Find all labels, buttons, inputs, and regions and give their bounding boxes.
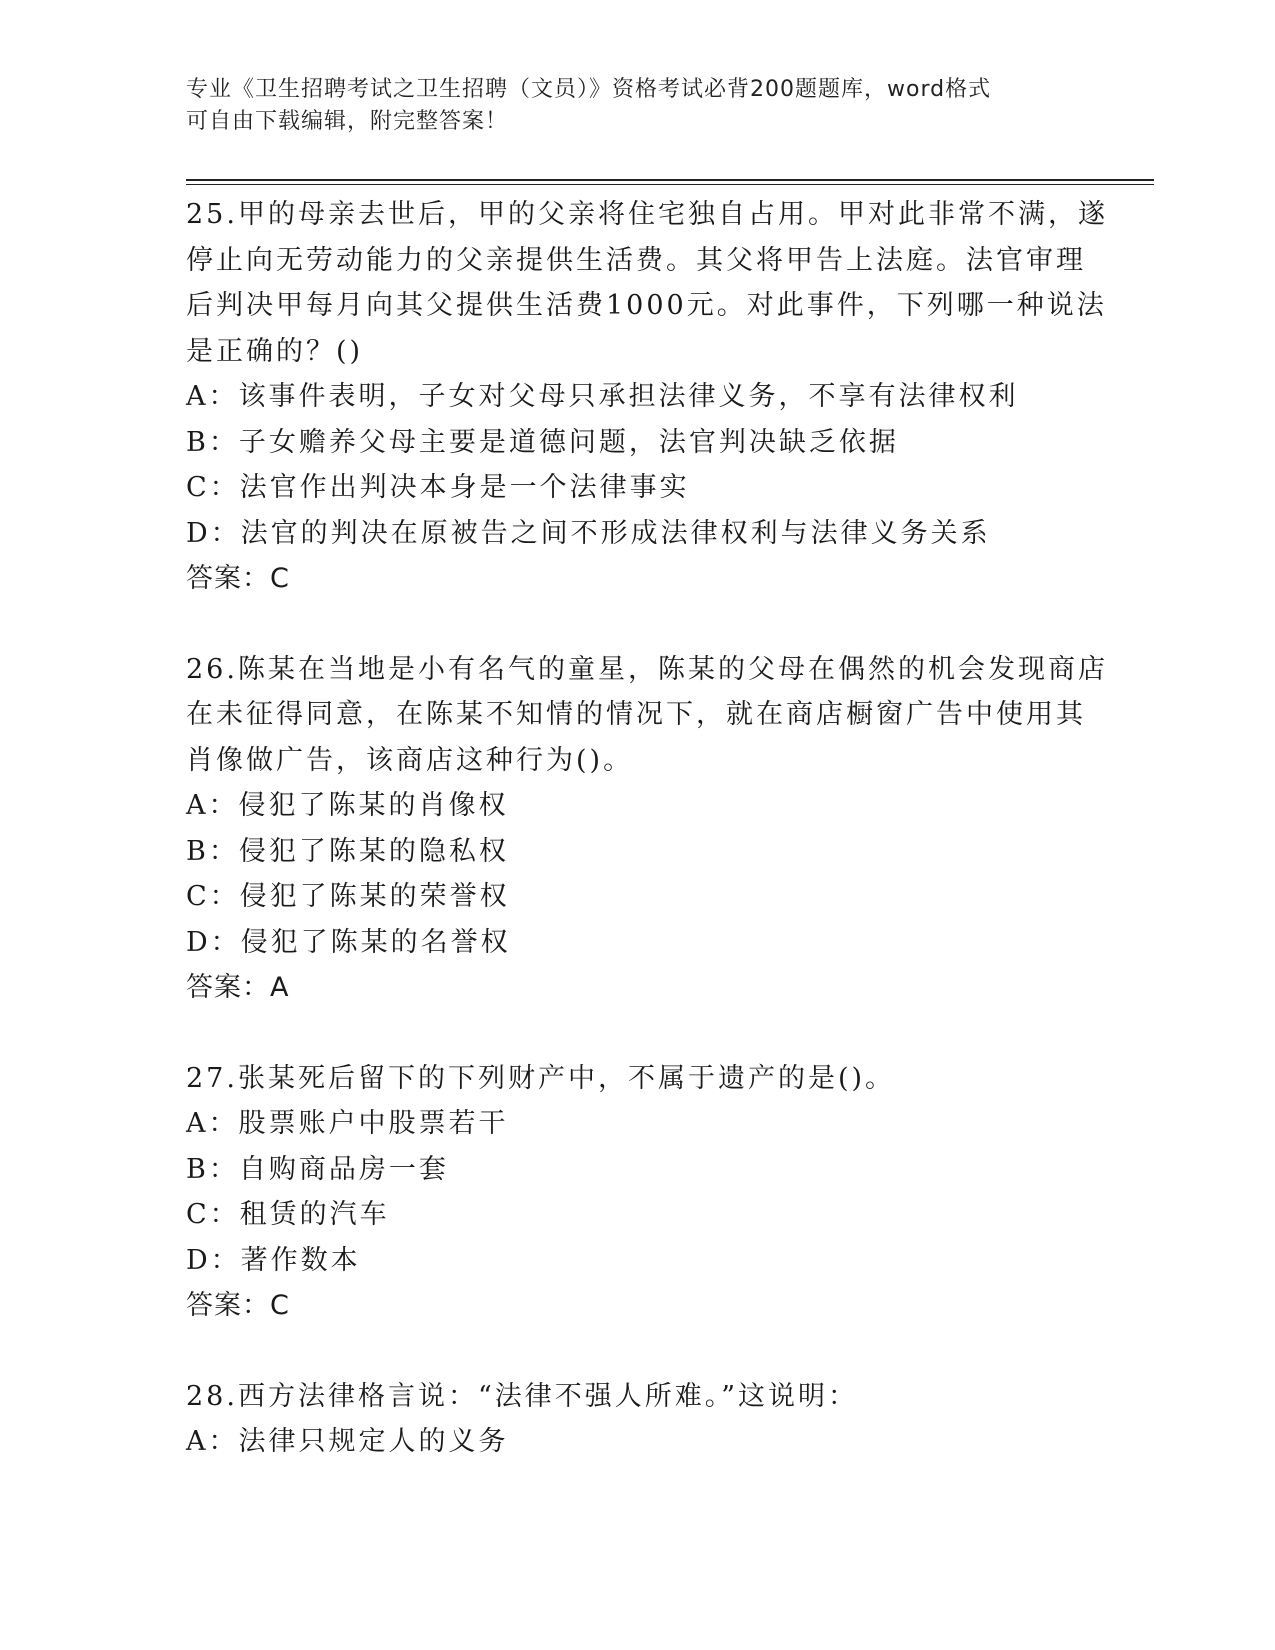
question-text-line: 在未征得同意，在陈某不知情的情况下，就在商店橱窗广告中使用其 [186,699,1086,730]
question-text-line: 是正确的？() [186,335,364,367]
question-text-line: 停止向无劳动能力的父亲提供生活费。其父将甲告上法庭。法官审理 [186,244,1086,276]
header-line-1: 专业《卫生招聘考试之卫生招聘（文员）》资格考试必背200题题库，word格式 [186,77,992,102]
question-27 [186,1056,1086,1329]
answer: 答案：A [186,972,290,1003]
option-d: D：侵犯了陈某的名誉权 [186,926,511,958]
option-a: A：该事件表明，子女对父母只承担法律义务，不享有法律权利 [186,381,1019,412]
spacer [186,1011,1086,1056]
option-c: C：租赁的汽车 [186,1199,390,1230]
question-text-line: 25.甲的母亲去世后，甲的父亲将住宅独自占用。甲对此非常不满，遂 [186,199,1108,230]
header-rule-thick [186,179,1154,181]
question-text-line: 肖像做广告，该商店这种行为()。 [186,744,634,776]
header-line-2: 可自由下载编辑，附完整答案！ [186,109,509,134]
option-b: B：子女赡养父母主要是道德问题，法官判决缺乏依据 [186,426,899,458]
option-b: B：侵犯了陈某的隐私权 [186,835,509,867]
answer: 答案：C [186,1290,290,1321]
question-text-line: 27.张某死后留下的下列财产中，不属于遗产的是()。 [186,1062,896,1094]
answer: 答案：C [186,563,290,594]
question-25 [186,192,1108,602]
question-list [186,192,1108,1465]
option-a: A：股票账户中股票若干 [186,1108,509,1139]
question-text-line: 28.西方法律格言说：“法律不强人所难。”这说明： [186,1380,859,1412]
question-text-line: 后判决甲每月向其父提供生活费1000元。对此事件，下列哪一种说法 [186,290,1107,321]
option-d: D：著作数本 [186,1244,361,1276]
spacer [186,1329,1086,1374]
option-a: A：侵犯了陈某的肖像权 [186,790,509,821]
option-c: C：侵犯了陈某的荣誉权 [186,881,510,912]
header-rule-thin [186,184,1154,185]
spacer [186,602,1086,647]
question-28 [186,1374,1086,1465]
option-c: C：法官作出判决本身是一个法律事实 [186,472,690,503]
option-b: B：自购商品房一套 [186,1153,449,1185]
question-26 [186,647,1108,1011]
document-header [186,74,1066,138]
option-a: A：法律只规定人的义务 [186,1426,509,1457]
question-text-line: 26.陈某在当地是小有名气的童星，陈某的父母在偶然的机会发现商店 [186,653,1108,685]
option-d: D：法官的判决在原被告之间不形成法律权利与法律义务关系 [186,517,991,549]
